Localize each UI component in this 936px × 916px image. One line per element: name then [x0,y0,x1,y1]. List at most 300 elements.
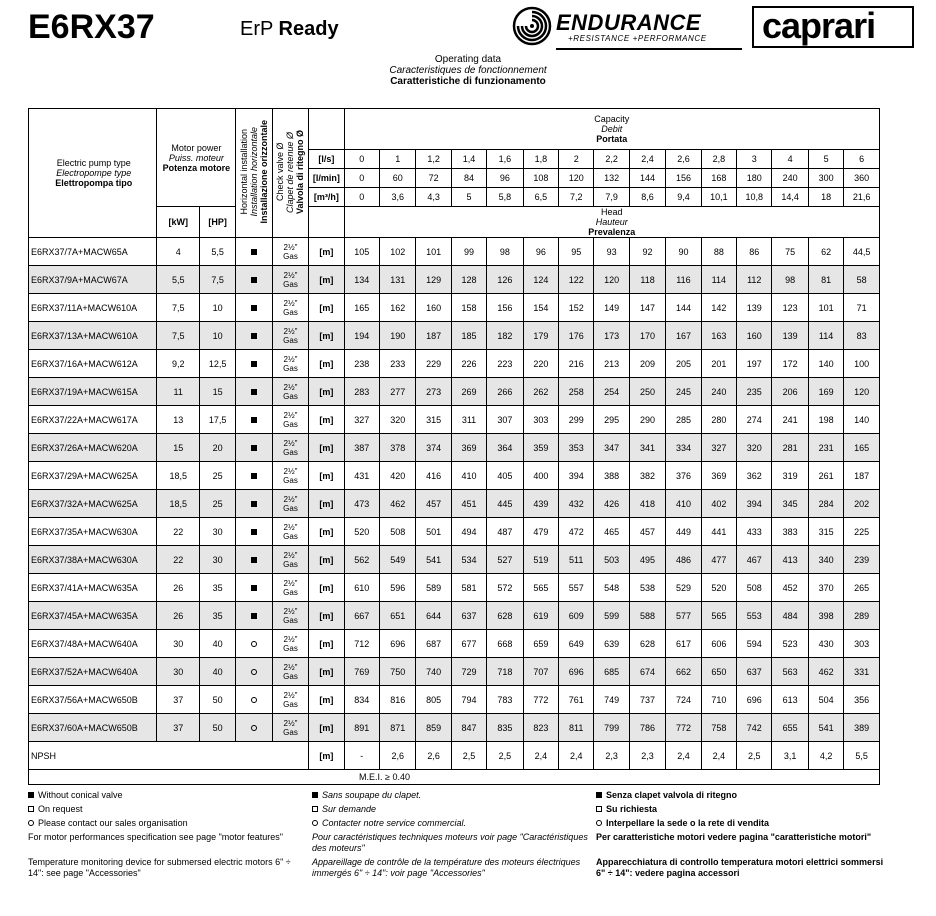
unit-m: [m] [309,266,344,294]
head-value: 749 [594,686,629,714]
head-value: 75 [772,238,808,266]
head-value: 834 [344,686,379,714]
head-value: 209 [629,350,665,378]
head-value: 606 [701,630,736,658]
head-value: 430 [808,630,843,658]
head-value: 588 [629,602,665,630]
open-circle-icon [251,669,257,675]
unit-m: [m] [309,630,344,658]
head-value: 303 [523,406,558,434]
head-value: 432 [559,490,594,518]
head-value: 662 [666,658,701,686]
head-value: 511 [559,546,594,574]
endurance-wordmark: ENDURANCE [556,10,702,35]
head-value: 239 [844,546,880,574]
head-value: 58 [844,266,880,294]
head-value: 134 [344,266,379,294]
head-value: 201 [701,350,736,378]
head-value: 172 [772,350,808,378]
endurance-swirl-icon [512,6,552,46]
legend-it-0: Senza clapet valvola di ritegno [606,790,738,800]
unit-m: [m] [309,742,344,770]
head-value: 126 [487,266,523,294]
power-hp: 35 [199,574,235,602]
head-value: 93 [594,238,629,266]
power-kw: 37 [157,714,199,742]
horizontal-mark [236,462,272,490]
head-value: 376 [666,462,701,490]
open-circle-icon [251,697,257,703]
head-value: 280 [701,406,736,434]
flow-value: 14,4 [772,188,808,207]
head-value: 426 [594,490,629,518]
head-value: 644 [416,602,451,630]
table-row [29,546,880,574]
head-value: 369 [451,434,486,462]
npsh-value: 2,6 [416,742,451,770]
npsh-value: 2,4 [666,742,701,770]
head-value: 173 [594,322,629,350]
horiz-en: Horizontal installation [239,129,250,215]
power-kw: 7,5 [157,294,199,322]
head-value: 345 [772,490,808,518]
table-row [29,266,880,294]
npsh-value: 4,2 [808,742,843,770]
pump-name: E6RX37/52A+MACW640A [29,658,157,686]
filled-square-icon [251,557,257,563]
head-value: 445 [487,490,523,518]
head-value: 144 [666,294,701,322]
table-row [29,630,880,658]
flow-value: 3,6 [380,188,416,207]
head-value: 816 [380,686,416,714]
head-value: 105 [344,238,379,266]
head-value: 235 [737,378,772,406]
head-value: 667 [344,602,379,630]
power-hp: 10 [199,322,235,350]
head-value: 165 [844,434,880,462]
filled-square-icon [251,417,257,423]
head-value: 382 [629,462,665,490]
erp-label [240,18,339,41]
head-value: 639 [594,630,629,658]
valve-size [272,350,308,378]
power-hp: 25 [199,490,235,518]
unit-m: [m] [309,714,344,742]
horizontal-mark [236,406,272,434]
valve-gas-text: Gas [283,615,298,625]
head-value: 519 [523,546,558,574]
legend-en-2: Please contact our sales organisation [38,818,188,828]
power-hp: 15 [199,378,235,406]
valve-gas-text: Gas [283,363,298,373]
flow-value: 10,1 [701,188,736,207]
pump-name: E6RX37/11A+MACW610A [29,294,157,322]
power-kw: 22 [157,518,199,546]
head-value: 128 [451,266,486,294]
head-value: 112 [737,266,772,294]
valve-fr: Clapet de retenue Ø [285,131,296,213]
head-value: 277 [380,378,416,406]
npsh-value: 2,5 [451,742,486,770]
power-hp: 30 [199,518,235,546]
head-value: 400 [523,462,558,490]
head-value: 405 [487,462,523,490]
head-fr: Hauteur [595,217,628,227]
head-value: 805 [416,686,451,714]
head-value: 859 [416,714,451,742]
head-value: 90 [666,238,701,266]
table-row [29,686,880,714]
head-value: 696 [380,630,416,658]
legend-en-0: Without conical valve [38,790,123,800]
valve-gas-text: Gas [283,391,298,401]
head-value: 847 [451,714,486,742]
spacer-cell [309,109,344,150]
head-value: 562 [344,546,379,574]
head-value: 238 [344,350,379,378]
power-kw: 26 [157,602,199,630]
flow-value: 7,2 [559,188,594,207]
pump-type-en: Electric pump type [56,158,131,168]
npsh-value: 2,3 [629,742,665,770]
endurance-tagline: +RESISTANCE +PERFORMANCE [568,34,707,43]
head-value: 462 [808,658,843,686]
unit-m: [m] [309,518,344,546]
open-circle-icon [251,641,257,647]
legend-it-2: Interpellare la sede o la rete di vendita [606,818,770,828]
legend-fr [312,790,592,879]
unit-m: [m] [309,238,344,266]
valve-size [272,574,308,602]
head-value: 258 [559,378,594,406]
head-value: 452 [772,574,808,602]
head-value: 431 [344,462,379,490]
flow-value: 6 [844,150,880,169]
head-value: 156 [487,294,523,322]
head-value: 742 [737,714,772,742]
power-kw: 18,5 [157,462,199,490]
filled-square-icon [251,305,257,311]
motor-it: Potenza motore [162,162,231,173]
power-kw: 15 [157,434,199,462]
head-value: 655 [772,714,808,742]
table-row [29,658,880,686]
flow-value: 108 [523,169,558,188]
power-hp: 50 [199,714,235,742]
flow-value: 5 [451,188,486,207]
head-value: 284 [808,490,843,518]
head-value: 696 [559,658,594,686]
unit-lmin: [l/min] [309,169,344,188]
table-row [29,294,880,322]
legend-fr-2: Contacter notre service commercial. [322,818,467,828]
unit-m: [m] [309,658,344,686]
head-value: 122 [559,266,594,294]
flow-value: 2 [559,150,594,169]
npsh-value: 2,6 [380,742,416,770]
horizontal-mark [236,518,272,546]
filled-square-icon [251,473,257,479]
pump-name: E6RX37/16A+MACW612A [29,350,157,378]
valve-gas-text: Gas [283,307,298,317]
horizontal-mark [236,686,272,714]
table-row [29,434,880,462]
head-value: 811 [559,714,594,742]
flow-value: 1,2 [416,150,451,169]
empty-square-icon [28,806,34,812]
head-value: 169 [808,378,843,406]
head-value: 197 [737,350,772,378]
head-value: 139 [772,322,808,350]
head-value: 541 [416,546,451,574]
head-value: 457 [629,518,665,546]
head-value: 541 [808,714,843,742]
legend-fr-1: Sur demande [322,804,377,814]
head-value: 320 [737,434,772,462]
head-value: 538 [629,574,665,602]
head-value: 599 [594,602,629,630]
head-value: 668 [487,630,523,658]
horizontal-mark [236,714,272,742]
head-value: 596 [380,574,416,602]
head-value: 495 [629,546,665,574]
unit-kw: [kW] [157,207,199,238]
head-value: 758 [701,714,736,742]
head-value: 198 [808,406,843,434]
head-value: 240 [701,378,736,406]
flow-value: 360 [844,169,880,188]
head-value: 410 [666,490,701,518]
power-kw: 22 [157,546,199,574]
head-value: 334 [666,434,701,462]
horizontal-mark [236,434,272,462]
head-value: 95 [559,238,594,266]
unit-m: [m] [309,686,344,714]
head-value: 327 [344,406,379,434]
head-value: 394 [737,490,772,518]
head-value: 799 [594,714,629,742]
head-value: 572 [487,574,523,602]
valve-en: Check valve Ø [275,142,286,202]
pump-name: E6RX37/9A+MACW67A [29,266,157,294]
head-value: 194 [344,322,379,350]
horizontal-mark [236,602,272,630]
table-row [29,350,880,378]
valve-size-text: 2½" [283,718,298,728]
head-value: 433 [737,518,772,546]
power-kw: 7,5 [157,322,199,350]
motor-power-header [157,109,236,207]
table-row [29,462,880,490]
valve-size-text: 2½" [283,466,298,476]
npsh-value: 5,5 [844,742,880,770]
head-value: 99 [451,238,486,266]
head-value: 674 [629,658,665,686]
head-value: 176 [559,322,594,350]
valve-gas-text: Gas [283,531,298,541]
legend-fr-4: Appareillage de contrôle de la température des moteurs électriques immergés 6" ÷ 14": voir page "Accessories" [312,857,581,878]
power-kw: 30 [157,658,199,686]
filled-square-icon [28,792,34,798]
valve-gas-text: Gas [283,643,298,653]
head-value: 62 [808,238,843,266]
flow-value: 5 [808,150,843,169]
valve-size [272,630,308,658]
legend-en-4: Temperature monitoring device for submersed electric motors 6" ÷ 14": see page "Accessories" [28,857,291,878]
unit-m: [m] [309,322,344,350]
head-value: 149 [594,294,629,322]
flow-value: 1,4 [451,150,486,169]
unit-m: [m] [309,490,344,518]
npsh-row [29,742,880,770]
head-value: 769 [344,658,379,686]
head-value: 290 [629,406,665,434]
valve-size-text: 2½" [283,662,298,672]
model-title: E6RX37 [28,8,155,46]
head-value: 479 [523,518,558,546]
head-value: 439 [523,490,558,518]
valve-size [272,602,308,630]
motor-fr: Puiss. moteur [168,152,224,163]
npsh-value: 2,4 [523,742,558,770]
head-value: 628 [629,630,665,658]
valve-gas-text: Gas [283,419,298,429]
head-value: 685 [594,658,629,686]
valve-size-text: 2½" [283,242,298,252]
unit-m: [m] [309,294,344,322]
valve-size-text: 2½" [283,690,298,700]
filled-square-icon [251,277,257,283]
legend-fr-3: Pour caractéristiques techniques moteurs voir page "Caractéristiques des moteurs" [312,832,588,853]
head-value: 163 [701,322,736,350]
pump-name: E6RX37/26A+MACW620A [29,434,157,462]
npsh-value: 2,5 [487,742,523,770]
unit-ls: [l/s] [309,150,344,169]
head-value: 503 [594,546,629,574]
power-hp: 50 [199,686,235,714]
head-value: 269 [451,378,486,406]
table-row [29,518,880,546]
head-value: 364 [487,434,523,462]
valve-size-text: 2½" [283,522,298,532]
head-value: 416 [416,462,451,490]
horizontal-mark [236,350,272,378]
head-value: 649 [559,630,594,658]
valve-size [272,518,308,546]
head-value: 420 [380,462,416,490]
valve-size [272,322,308,350]
head-value: 710 [701,686,736,714]
valve-gas-text: Gas [283,447,298,457]
power-kw: 18,5 [157,490,199,518]
head-value: 114 [701,266,736,294]
head-value: 92 [629,238,665,266]
unit-m: [m] [309,350,344,378]
npsh-value: 2,4 [701,742,736,770]
power-hp: 40 [199,630,235,658]
head-value: 118 [629,266,665,294]
flow-value: 0 [344,188,379,207]
open-circle-icon [28,820,34,826]
valve-size-text: 2½" [283,382,298,392]
head-value: 102 [380,238,416,266]
flow-value: 72 [416,169,451,188]
legend-it-4: Apparecchiatura di controllo temperatura motori elettrici sommersi 6" ÷ 14": vedere pagina accessori [596,857,884,878]
unit-m: [m] [309,406,344,434]
horizontal-mark [236,630,272,658]
pump-name: E6RX37/13A+MACW610A [29,322,157,350]
head-value: 410 [451,462,486,490]
head-value: 449 [666,518,701,546]
head-value: 319 [772,462,808,490]
valve-size [272,546,308,574]
motor-en: Motor power [171,142,222,153]
pump-name: E6RX37/45A+MACW635A [29,602,157,630]
head-value: 457 [416,490,451,518]
flow-value: 2,4 [629,150,665,169]
caprari-wordmark: caprari [762,5,876,46]
valve-size [272,294,308,322]
head-value: 724 [666,686,701,714]
npsh-value: - [344,742,379,770]
head-value: 494 [451,518,486,546]
head-value: 772 [666,714,701,742]
head-value: 619 [523,602,558,630]
head-value: 205 [666,350,701,378]
head-value: 131 [380,266,416,294]
head-value: 486 [666,546,701,574]
table-row [29,602,880,630]
horizontal-mark [236,266,272,294]
valve-gas-text: Gas [283,671,298,681]
head-value: 88 [701,238,736,266]
head-value: 467 [737,546,772,574]
head-value: 140 [844,406,880,434]
head-value: 534 [451,546,486,574]
head-en: Head [601,207,623,217]
pump-name: E6RX37/22A+MACW617A [29,406,157,434]
head-value: 162 [380,294,416,322]
filled-square-icon [251,585,257,591]
pump-name: E6RX37/29A+MACW625A [29,462,157,490]
valve-gas-text: Gas [283,279,298,289]
head-value: 187 [416,322,451,350]
valve-size [272,238,308,266]
head-value: 465 [594,518,629,546]
power-hp: 30 [199,546,235,574]
head-value: 651 [380,602,416,630]
head-value: 637 [737,658,772,686]
head-value: 359 [523,434,558,462]
head-value: 548 [594,574,629,602]
erp-prefix: ErP [240,18,273,40]
head-value: 98 [772,266,808,294]
head-value: 529 [666,574,701,602]
power-hp: 20 [199,434,235,462]
capacity-fr: Debit [601,124,623,134]
head-value: 187 [844,462,880,490]
head-value: 185 [451,322,486,350]
endurance-logo [512,4,732,48]
unit-m: [m] [309,378,344,406]
table-row [29,378,880,406]
npsh-value: 3,1 [772,742,808,770]
power-kw: 37 [157,686,199,714]
head-value: 179 [523,322,558,350]
npsh-value: 2,5 [737,742,772,770]
power-kw: 11 [157,378,199,406]
